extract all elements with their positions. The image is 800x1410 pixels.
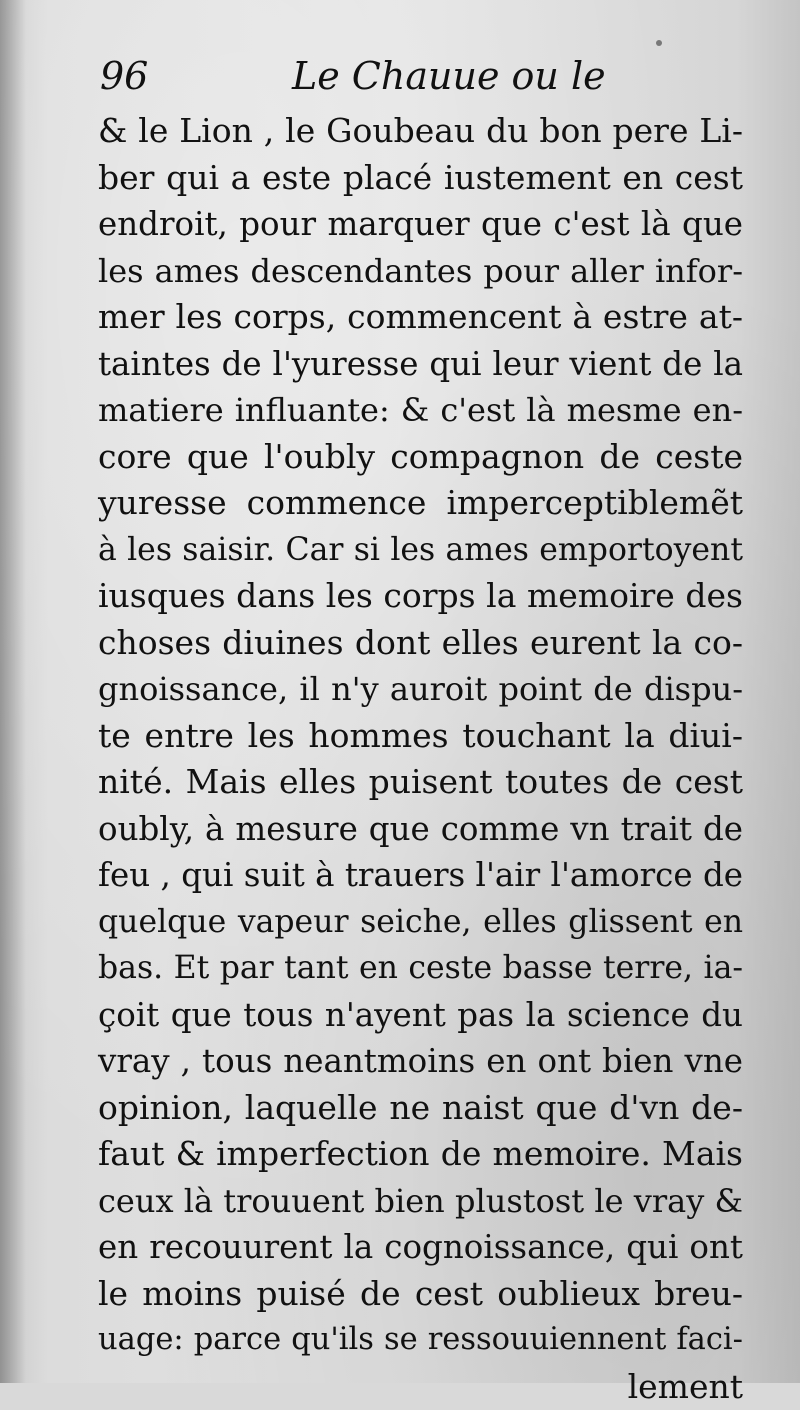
text-line: core que l'oubly compagnon de ceste	[98, 434, 743, 481]
ink-speck	[656, 40, 662, 46]
text-line: uage: parce qu'ils se ressouuiennent faci-	[98, 1317, 743, 1364]
page-header	[100, 48, 740, 104]
text-line: quelque vapeur seiche, elles glissent en	[98, 899, 743, 946]
text-line: opinion, laquelle ne naist que d'vn de-	[98, 1085, 743, 1132]
text-line: le moins puisé de cest oublieux breu-	[98, 1271, 743, 1318]
text-line: ber qui a este placé iustement en cest	[98, 155, 743, 202]
text-line: en recouurent la cognoissance, qui ont	[98, 1224, 743, 1271]
text-line: oubly, à mesure que comme vn trait de	[98, 806, 743, 853]
text-line: endroit, pour marquer que c'est là que	[98, 201, 743, 248]
text-line: gnoissance, il n'y auroit point de dispu-	[98, 666, 743, 713]
text-line: & le Lion , le Goubeau du bon pere Li-	[98, 108, 743, 155]
text-line: les ames descendantes pour aller infor-	[98, 248, 743, 295]
text-line: iusques dans les corps la memoire des	[98, 573, 743, 620]
text-line: taintes de l'yuresse qui leur vient de la	[98, 341, 743, 388]
text-line: bas. Et par tant en ceste basse terre, ia-	[98, 945, 743, 992]
text-line: faut & imperfection de memoire. Mais	[98, 1131, 743, 1178]
running-head: Le Chauue ou le	[292, 48, 606, 104]
text-line: çoit que tous n'ayent pas la science du	[98, 992, 743, 1039]
page-number: 96	[100, 48, 148, 104]
text-line: à les saisir. Car si les ames emportoyent	[98, 527, 743, 574]
text-line: choses diuines dont elles eurent la co-	[98, 620, 743, 667]
text-line: mer les corps, commencent à estre at-	[98, 294, 743, 341]
body-text	[98, 108, 743, 1410]
catchword: lement	[98, 1364, 743, 1410]
text-line: nité. Mais elles puisent toutes de cest	[98, 759, 743, 806]
text-line: vray , tous neantmoins en ont bien vne	[98, 1038, 743, 1085]
text-line: te entre les hommes touchant la diui-	[98, 713, 743, 760]
text-line: matiere influante: & c'est là mesme en-	[98, 387, 743, 434]
text-line: feu , qui suit à trauers l'air l'amorce de	[98, 852, 743, 899]
text-line: ceux là trouuent bien plustost le vray &	[98, 1178, 743, 1225]
text-line: yuresse commence imperceptiblemẽt	[98, 480, 743, 527]
